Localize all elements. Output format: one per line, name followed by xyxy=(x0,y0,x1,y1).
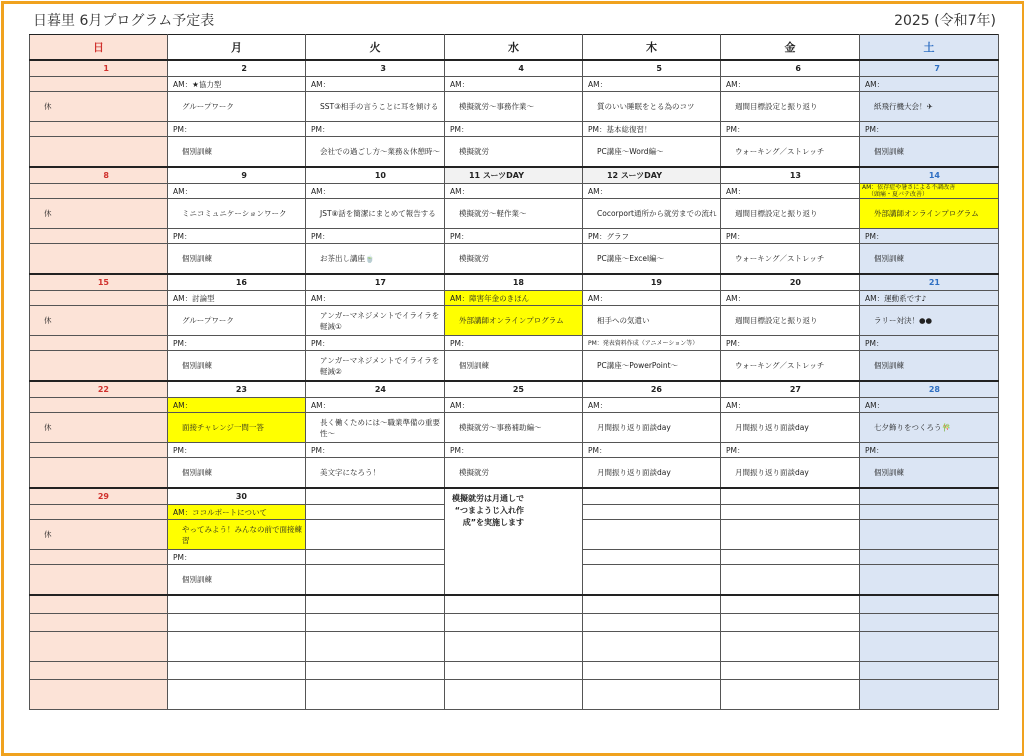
program-cell: ウォーキング／ストレッチ xyxy=(721,137,860,168)
week-3-dates xyxy=(30,274,999,291)
date-cell: 27 xyxy=(721,381,860,398)
empty-cell xyxy=(30,443,168,458)
date-cell: 25 xyxy=(445,381,583,398)
closed-label: 休 xyxy=(30,306,168,336)
empty-cell xyxy=(721,614,860,632)
program-cell: お茶出し講座🍵 xyxy=(306,244,445,275)
pm-label: PM： xyxy=(860,443,999,458)
empty-cell xyxy=(860,632,999,662)
week-6-row xyxy=(30,680,999,710)
program-cell: グループワーク xyxy=(168,92,306,122)
empty-cell xyxy=(721,488,860,505)
am-label: AM： xyxy=(583,291,721,306)
program-cell: 会社での過ごし方～業務＆休憩時～ xyxy=(306,137,445,168)
empty-cell xyxy=(30,122,168,137)
date-cell: 17 xyxy=(306,274,445,291)
program-cell: 個別訓練 xyxy=(168,458,306,489)
week-3-pm-content xyxy=(30,351,999,382)
week-1-am-content xyxy=(30,92,999,122)
day-header-mon: 月 xyxy=(168,35,306,61)
day-header-fri: 金 xyxy=(721,35,860,61)
program-cell: 月間振り返り面談day xyxy=(583,458,721,489)
date-cell: 26 xyxy=(583,381,721,398)
week-1-am xyxy=(30,77,999,92)
am-label: AM：★協力型 xyxy=(168,77,306,92)
empty-cell xyxy=(306,505,445,520)
program-cell: グループワーク xyxy=(168,306,306,336)
pm-label: PM： xyxy=(168,550,306,565)
program-cell: SST③相手の言うことに耳を傾ける xyxy=(306,92,445,122)
date-cell: 4 xyxy=(445,60,583,77)
empty-cell xyxy=(30,229,168,244)
pm-label: PM： xyxy=(168,336,306,351)
pm-label: PM： xyxy=(445,336,583,351)
empty-cell xyxy=(583,662,721,680)
program-cell: ミニコミュニケーションワーク xyxy=(168,199,306,229)
week-6-row xyxy=(30,662,999,680)
program-cell: 相手への気遣い xyxy=(583,306,721,336)
program-cell: 個別訓練 xyxy=(860,244,999,275)
pm-label: PM： xyxy=(721,336,860,351)
empty-cell xyxy=(306,662,445,680)
am-label-cell xyxy=(860,184,999,199)
date-cell: 18 xyxy=(445,274,583,291)
empty-cell xyxy=(860,550,999,565)
program-cell: ウォーキング／ストレッチ xyxy=(721,244,860,275)
program-cell: アンガーマネジメントでイライラを軽減① xyxy=(306,306,445,336)
closed-label: 休 xyxy=(30,92,168,122)
pm-label: PM：グラフ xyxy=(583,229,721,244)
date-cell: 16 xyxy=(168,274,306,291)
program-cell: 週間目標設定と振り返り xyxy=(721,199,860,229)
empty-cell xyxy=(583,520,721,550)
day-header-tue: 火 xyxy=(306,35,445,61)
am-label: AM：討論型 xyxy=(168,291,306,306)
week-2-pm-content xyxy=(30,244,999,275)
weekday-header xyxy=(30,35,999,61)
date-cell: 28 xyxy=(860,381,999,398)
program-cell: 月間振り返り面談day xyxy=(721,413,860,443)
program-cell: 個別訓練 xyxy=(168,565,306,596)
week-3-am-content xyxy=(30,306,999,336)
am-label: AM： xyxy=(445,398,583,413)
empty-cell xyxy=(860,488,999,505)
program-cell: 個別訓練 xyxy=(860,458,999,489)
program-cell: やってみよう！みんなの前で面接練習 xyxy=(168,520,306,550)
am-label: AM： xyxy=(306,77,445,92)
program-cell: 個別訓練 xyxy=(860,351,999,382)
empty-cell xyxy=(721,662,860,680)
am-label: AM： xyxy=(306,398,445,413)
program-cell: 七夕飾りをつくろう🎋 xyxy=(860,413,999,443)
empty-cell xyxy=(445,632,583,662)
am-subtitle: （頭痛・夏バテ改善） xyxy=(868,191,929,198)
pm-label: PM： xyxy=(721,122,860,137)
empty-cell xyxy=(583,550,721,565)
pm-label: PM： xyxy=(445,443,583,458)
date-cell: 22 xyxy=(30,381,168,398)
am-label: AM： xyxy=(445,77,583,92)
program-cell: 紙飛行機大会！✈ xyxy=(860,92,999,122)
empty-cell xyxy=(30,595,168,614)
empty-cell xyxy=(721,505,860,520)
note-line: 模擬就労は月通しで xyxy=(452,494,524,503)
week-1-dates xyxy=(30,60,999,77)
program-cell: 質のいい睡眠をとる為のコツ xyxy=(583,92,721,122)
am-label: AM： xyxy=(721,77,860,92)
date-cell: 20 xyxy=(721,274,860,291)
am-label: AM： xyxy=(583,77,721,92)
program-cell: 個別訓練 xyxy=(168,137,306,168)
program-cell: 週間目標設定と振り返り xyxy=(721,92,860,122)
empty-cell xyxy=(445,662,583,680)
pm-label: PM： xyxy=(168,229,306,244)
empty-cell xyxy=(30,614,168,632)
week-6-row xyxy=(30,595,999,614)
empty-cell xyxy=(721,520,860,550)
empty-cell xyxy=(721,595,860,614)
empty-cell xyxy=(30,550,168,565)
program-cell: PC講座～Word編～ xyxy=(583,137,721,168)
pm-label: PM： xyxy=(445,122,583,137)
pm-label: PM： xyxy=(860,122,999,137)
date-cell: 5 xyxy=(583,60,721,77)
empty-cell xyxy=(30,632,168,662)
program-cell: 個別訓練 xyxy=(860,137,999,168)
date-cell: 12 スーツDAY xyxy=(583,167,721,184)
date-cell: 1 xyxy=(30,60,168,77)
empty-cell xyxy=(860,595,999,614)
week-2-dates xyxy=(30,167,999,184)
empty-cell xyxy=(306,595,445,614)
empty-cell xyxy=(30,505,168,520)
program-cell: 月間振り返り面談day xyxy=(583,413,721,443)
empty-cell xyxy=(168,632,306,662)
empty-cell xyxy=(445,595,583,614)
week-3-pm xyxy=(30,336,999,351)
calendar-table xyxy=(29,34,999,710)
program-cell: ラリー対決！●● xyxy=(860,306,999,336)
day-header-sun: 日 xyxy=(30,35,168,61)
program-cell: 面接チャレンジ一問一答 xyxy=(168,413,306,443)
date-cell: 11 スーツDAY xyxy=(445,167,583,184)
empty-cell xyxy=(30,565,168,596)
empty-cell xyxy=(445,680,583,710)
week-4-am xyxy=(30,398,999,413)
week-6-row xyxy=(30,614,999,632)
am-label: AM： xyxy=(306,184,445,199)
closed-label: 休 xyxy=(30,520,168,550)
empty-cell xyxy=(30,336,168,351)
pm-label: PM： xyxy=(721,229,860,244)
am-label: AM： xyxy=(168,184,306,199)
program-cell: 月間振り返り面談day xyxy=(721,458,860,489)
program-cell: アンガーマネジメントでイライラを軽減② xyxy=(306,351,445,382)
pm-label: PM： xyxy=(860,229,999,244)
note-cell xyxy=(445,488,583,595)
empty-cell xyxy=(860,680,999,710)
date-cell: 8 xyxy=(30,167,168,184)
date-cell: 19 xyxy=(583,274,721,291)
empty-cell xyxy=(306,488,445,505)
date-cell: 7 xyxy=(860,60,999,77)
closed-label: 休 xyxy=(30,413,168,443)
am-label: AM：依存症や暑さによる不調改善 xyxy=(862,184,956,191)
note-line: “つまようじ入れ作成”を実施します xyxy=(454,506,524,527)
program-cell: PC講座～PowerPoint～ xyxy=(583,351,721,382)
empty-cell xyxy=(583,488,721,505)
empty-cell xyxy=(583,632,721,662)
empty-cell xyxy=(306,614,445,632)
empty-cell xyxy=(721,632,860,662)
pm-label: PM： xyxy=(168,122,306,137)
pm-label: PM： xyxy=(445,229,583,244)
week-1-pm-content xyxy=(30,137,999,168)
page-title: 日暮里 6月プログラム予定表 xyxy=(33,13,215,29)
program-cell: 個別訓練 xyxy=(168,244,306,275)
empty-cell xyxy=(721,565,860,596)
program-cell: 美文字になろう！ xyxy=(306,458,445,489)
date-cell: 15 xyxy=(30,274,168,291)
week-4-pm xyxy=(30,443,999,458)
empty-cell xyxy=(860,565,999,596)
empty-cell xyxy=(30,680,168,710)
program-cell: 模擬就労 xyxy=(445,458,583,489)
program-cell: 模擬就労～事務補助編～ xyxy=(445,413,583,443)
empty-cell xyxy=(445,614,583,632)
pm-label: PM： xyxy=(306,443,445,458)
empty-cell xyxy=(306,520,445,550)
closed-label: 休 xyxy=(30,199,168,229)
week-2-pm xyxy=(30,229,999,244)
pm-label: PM：基本総復習！ xyxy=(583,122,721,137)
am-label: AM：運動系です♪ xyxy=(860,291,999,306)
day-header-sat: 土 xyxy=(860,35,999,61)
empty-cell xyxy=(30,458,168,489)
empty-cell xyxy=(306,550,445,565)
empty-cell xyxy=(306,632,445,662)
empty-cell xyxy=(30,244,168,275)
empty-cell xyxy=(30,184,168,199)
empty-cell xyxy=(583,595,721,614)
program-cell: JST⑧話を簡潔にまとめて報告する xyxy=(306,199,445,229)
program-cell: PC講座～Excel編～ xyxy=(583,244,721,275)
program-cell: 週間目標設定と振り返り xyxy=(721,306,860,336)
pm-label: PM： xyxy=(306,122,445,137)
am-label: AM： xyxy=(721,291,860,306)
program-cell: 長く働くためには～職業準備の重要性～ xyxy=(306,413,445,443)
pm-label: PM： xyxy=(306,336,445,351)
empty-cell xyxy=(168,680,306,710)
program-cell: ウォーキング／ストレッチ xyxy=(721,351,860,382)
am-label: AM： xyxy=(860,77,999,92)
date-cell: 29 xyxy=(30,488,168,505)
pm-label: PM：発表資料作成（アニメーション等） xyxy=(583,336,721,351)
pm-label: PM： xyxy=(583,443,721,458)
date-cell: 9 xyxy=(168,167,306,184)
empty-cell xyxy=(168,595,306,614)
year-label: 2025 (令和7年) xyxy=(894,13,996,29)
empty-cell xyxy=(30,662,168,680)
empty-cell xyxy=(860,614,999,632)
date-cell: 23 xyxy=(168,381,306,398)
date-cell: 24 xyxy=(306,381,445,398)
date-cell: 2 xyxy=(168,60,306,77)
empty-cell xyxy=(860,505,999,520)
program-cell: 外部講師オンラインプログラム xyxy=(445,306,583,336)
empty-cell xyxy=(306,680,445,710)
date-cell: 30 xyxy=(168,488,306,505)
week-2-am-content xyxy=(30,199,999,229)
pm-label: PM： xyxy=(860,336,999,351)
empty-cell xyxy=(30,398,168,413)
empty-cell xyxy=(30,137,168,168)
am-label: AM： xyxy=(860,398,999,413)
program-cell: 個別訓練 xyxy=(445,351,583,382)
empty-cell xyxy=(583,565,721,596)
week-4-dates xyxy=(30,381,999,398)
date-cell: 21 xyxy=(860,274,999,291)
empty-cell xyxy=(583,614,721,632)
week-2-am xyxy=(30,184,999,199)
date-cell: 14 xyxy=(860,167,999,184)
day-header-wed: 水 xyxy=(445,35,583,61)
program-cell: 模擬就労～軽作業～ xyxy=(445,199,583,229)
week-4-am-content xyxy=(30,413,999,443)
day-header-thu: 木 xyxy=(583,35,721,61)
week-1-pm xyxy=(30,122,999,137)
pm-label: PM： xyxy=(721,443,860,458)
am-label: AM： xyxy=(168,398,306,413)
am-label: AM： xyxy=(721,398,860,413)
program-cell: 外部講師オンラインプログラム xyxy=(860,199,999,229)
empty-cell xyxy=(583,680,721,710)
am-label: AM： xyxy=(583,398,721,413)
program-cell: 模擬就労 xyxy=(445,137,583,168)
week-5-dates xyxy=(30,488,999,505)
pm-label: PM： xyxy=(168,443,306,458)
empty-cell xyxy=(306,565,445,596)
pm-label: PM： xyxy=(306,229,445,244)
week-3-am xyxy=(30,291,999,306)
empty-cell xyxy=(721,680,860,710)
empty-cell xyxy=(583,505,721,520)
empty-cell xyxy=(30,291,168,306)
am-label: AM：ココルポートについて xyxy=(168,505,306,520)
empty-cell xyxy=(30,77,168,92)
date-cell: 3 xyxy=(306,60,445,77)
date-cell: 13 xyxy=(721,167,860,184)
am-label: AM： xyxy=(583,184,721,199)
am-label: AM： xyxy=(721,184,860,199)
week-6-row xyxy=(30,632,999,662)
empty-cell xyxy=(860,662,999,680)
program-cell: 模擬就労 xyxy=(445,244,583,275)
empty-cell xyxy=(721,550,860,565)
am-label: AM：障害年金のきほん xyxy=(445,291,583,306)
am-label: AM： xyxy=(306,291,445,306)
date-cell: 6 xyxy=(721,60,860,77)
empty-cell xyxy=(860,520,999,550)
program-cell: Cocorport通所から就労までの流れ xyxy=(583,199,721,229)
program-cell: 模擬就労～事務作業～ xyxy=(445,92,583,122)
program-cell: 個別訓練 xyxy=(168,351,306,382)
week-4-pm-content xyxy=(30,458,999,489)
empty-cell xyxy=(168,614,306,632)
empty-cell xyxy=(30,351,168,382)
date-cell: 10 xyxy=(306,167,445,184)
am-label: AM： xyxy=(445,184,583,199)
calendar xyxy=(29,34,998,739)
empty-cell xyxy=(168,662,306,680)
